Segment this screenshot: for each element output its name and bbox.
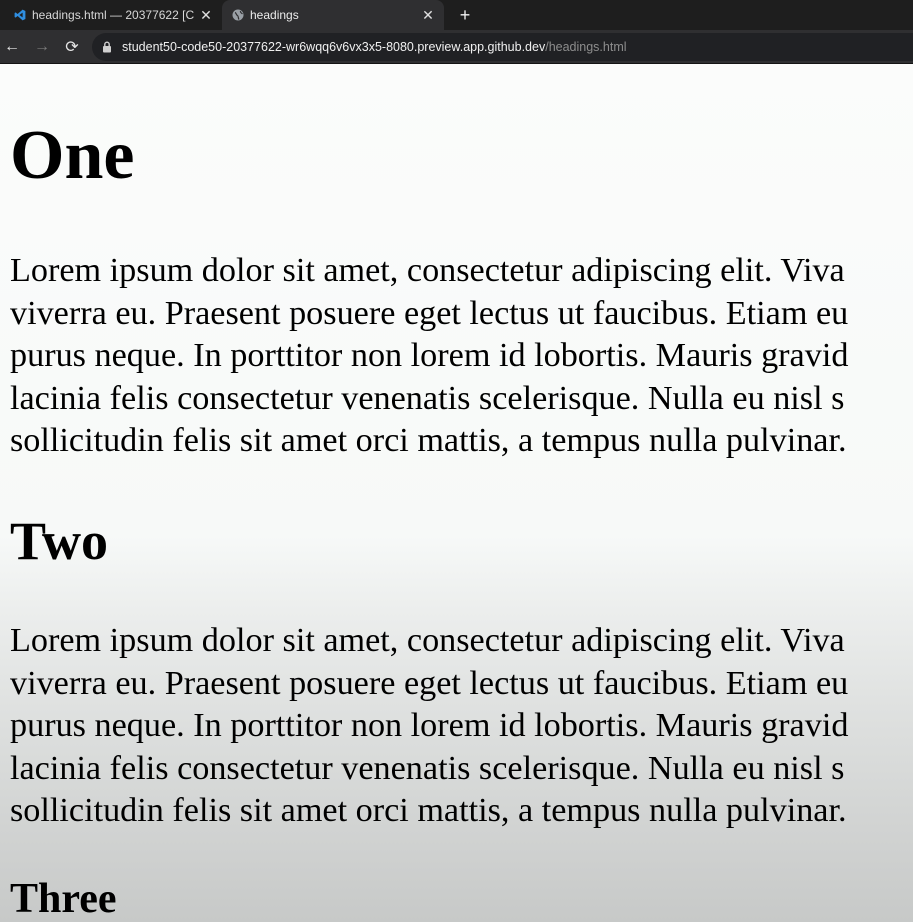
tab-title: headings	[250, 8, 299, 22]
close-icon[interactable]: ✕	[422, 6, 434, 23]
paragraph-two	[10, 620, 913, 833]
paragraph-line: sollicitudin felis sit amet orci mattis, a tempus nulla pulvinar.	[10, 422, 847, 459]
heading-two: Two	[10, 511, 109, 571]
paragraph-line: Lorem ipsum dolor sit amet, consectetur adipiscing elit. Viva	[10, 622, 845, 659]
page-viewport	[0, 64, 913, 922]
arrow-right-icon: →	[34, 38, 50, 55]
new-tab-button[interactable]: +	[459, 4, 471, 25]
paragraph-line: viverra eu. Praesent posuere eget lectus ut faucibus. Etiam eu	[10, 294, 849, 332]
paragraph-line: lacinia felis consectetur venenatis scelerisque. Nulla eu nisl s	[10, 379, 845, 417]
lock-icon[interactable]	[102, 41, 112, 53]
arrow-left-icon: ←	[4, 38, 20, 55]
forward-button[interactable]	[30, 35, 54, 59]
close-icon[interactable]: ✕	[200, 6, 212, 23]
paragraph-one	[10, 250, 913, 463]
address-bar[interactable]	[92, 33, 913, 61]
vscode-icon	[14, 9, 26, 21]
browser-toolbar	[0, 30, 913, 64]
reload-icon: ⟳	[65, 39, 79, 56]
heading-one: One	[10, 117, 135, 194]
paragraph-line: purus neque. In porttitor non lorem id lobortis. Mauris gravid	[10, 707, 849, 744]
paragraph-line: Lorem ipsum dolor sit amet, consectetur adipiscing elit. Viva	[10, 252, 845, 289]
url-path: /headings.html	[545, 40, 627, 54]
tab-vscode[interactable]	[0, 0, 222, 30]
tab-headings[interactable]	[222, 0, 444, 30]
globe-icon	[232, 9, 244, 21]
tab-strip	[0, 0, 913, 30]
paragraph-line: purus neque. In porttitor non lorem id lobortis. Mauris gravid	[10, 337, 849, 374]
paragraph-line: viverra eu. Praesent posuere eget lectus ut faucibus. Etiam eu	[10, 664, 849, 702]
back-button[interactable]	[0, 35, 24, 59]
heading-three: Three	[10, 876, 117, 922]
reload-button[interactable]	[60, 35, 84, 59]
url-host: student50-code50-20377622-wr6wqq6v6vx3x5-8080.preview.app.github.dev	[122, 40, 546, 54]
tab-title: headings.html — 20377622 [C	[32, 8, 195, 22]
paragraph-line: sollicitudin felis sit amet orci mattis, a tempus nulla pulvinar.	[10, 792, 847, 829]
paragraph-line: lacinia felis consectetur venenatis scelerisque. Nulla eu nisl s	[10, 749, 845, 787]
